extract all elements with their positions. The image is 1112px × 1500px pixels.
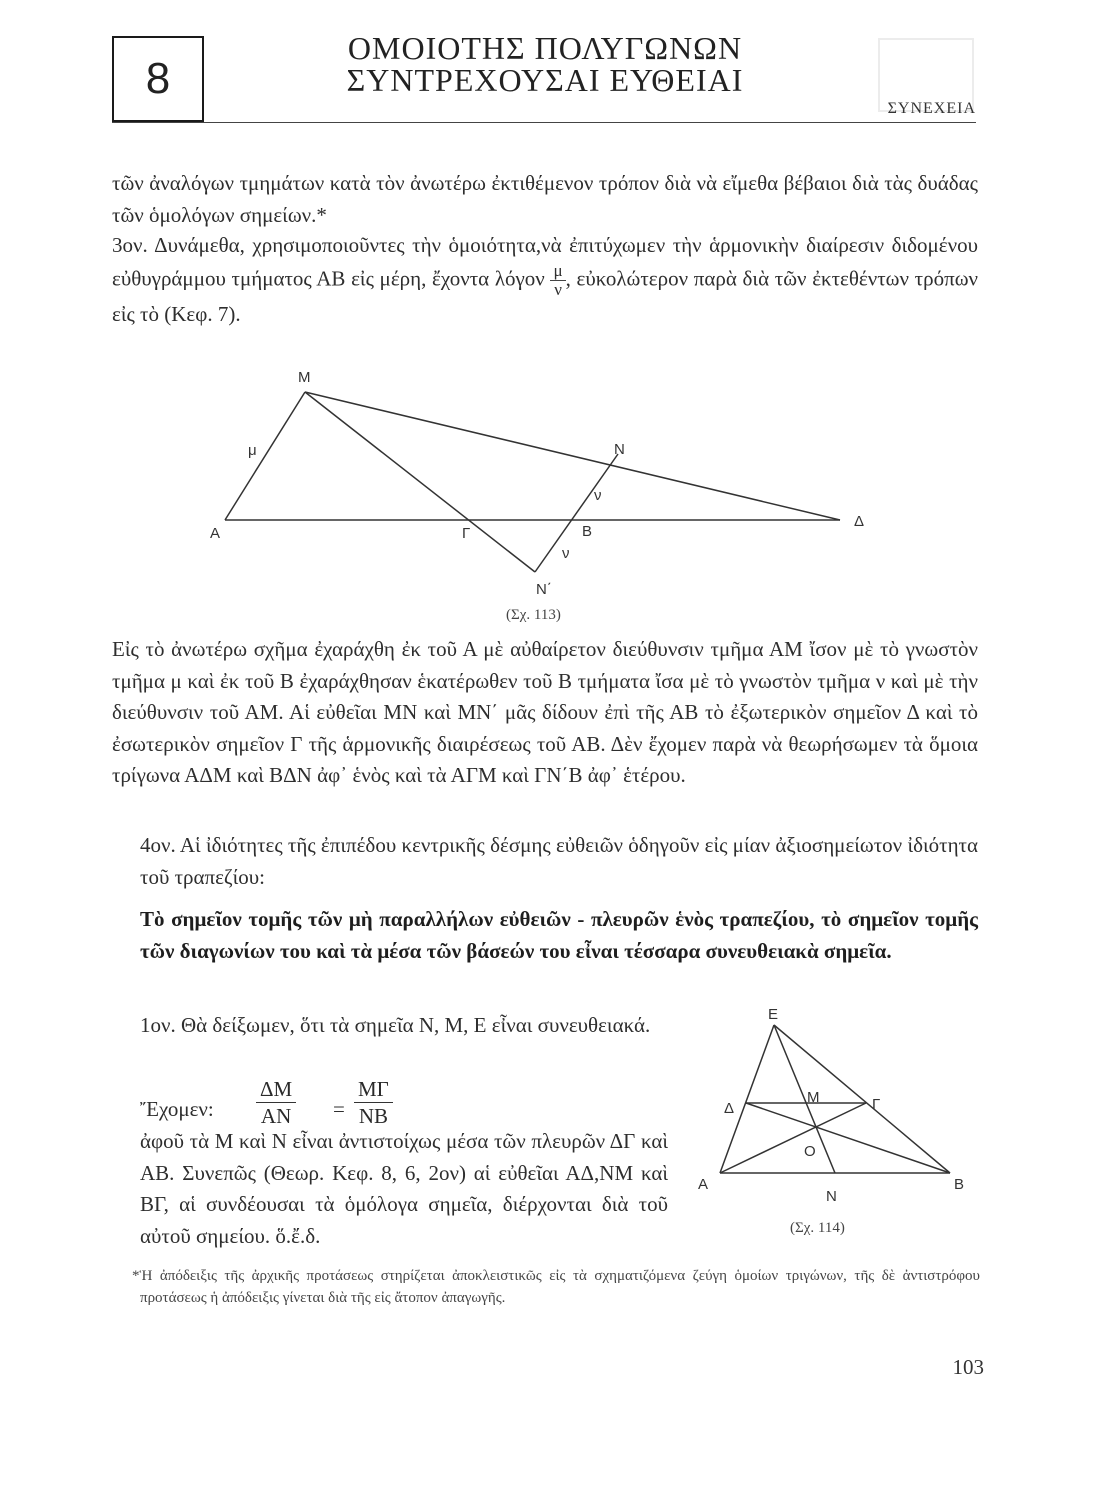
ratio-MG-NB xyxy=(354,1076,393,1129)
figure-114-caption: (Σχ. 114) xyxy=(790,1220,845,1236)
proof-first-point: 1ον. Θὰ δείξωμεν, ὅτι τὰ σημεῖα Ν, Μ, Ε εἶναι συνευθειακά. xyxy=(140,1013,651,1037)
chapter-number-box xyxy=(112,36,204,122)
fig114-label-A: A xyxy=(698,1176,709,1193)
fig113-label-Gamma: Γ xyxy=(462,525,471,542)
ratio-NB-denominator: ΝΒ xyxy=(358,1104,388,1128)
fig114-label-E: E xyxy=(768,1006,779,1023)
page-number: 103 xyxy=(952,1355,984,1379)
ratio-numerator: μ xyxy=(550,262,565,281)
header-rule xyxy=(112,122,976,123)
ratio-DM-numerator: ΔΜ xyxy=(256,1076,296,1103)
figure-113 xyxy=(190,360,890,605)
figure-113-explanation: Εἰς τὸ ἀνωτέρω σχῆμα ἐχαράχθη ἐκ τοῦ Α μὲ αὐθαίρετον διεύθυνσιν τμῆμα ΑΜ ἴσον μὲ τὸ γνωστὸν τμῆμα μ καὶ ἐκ τοῦ Β ἐχαράχθησαν ἑκατέρωθεν τοῦ Β τμήματα ἴσα μὲ τὸ γνωστὸν τμῆμα ν καὶ μὲ τὴν διεύθυνσιν τοῦ ΑΜ. Αἱ εὐθεῖαι ΜΝ καὶ ΜΝ΄ μᾶς δίδουν ἐπὶ τῆς ΑΒ τὸ ἐξωτερικὸν σημεῖον Δ καὶ τὸ ἐσωτερικὸν σημεῖον Γ τῆς ἁρμονικῆς διαιρέσεως τοῦ ΑΒ. Δὲν ἔχομεν παρὰ νὰ θεωρήσωμεν τὰ ὅμοια τρίγωνα ΑΔΜ καὶ ΒΔΝ ἀφ᾽ ἑνὸς καὶ τὰ ΑΓΜ καὶ ΓΝ΄Β ἀφ᾽ ἑτέρου. xyxy=(112,637,978,787)
chapter-title-line-2: ΣΥΝΤΡΕΧΟΥΣΑΙ ΕΥΘΕΙΑΙ xyxy=(346,62,744,98)
figure-114 xyxy=(690,1005,980,1215)
figure-113-caption: (Σχ. 113) xyxy=(506,607,561,623)
intro-paragraph: τῶν ἀναλόγων τμημάτων κατὰ τὸν ἀνωτέρω ἐκτιθέμενον τρόπον διὰ νὰ εἴμεθα βέβαιοι διὰ τὰς δυάδας τῶν ὁμολόγων σημείων.* xyxy=(112,171,978,227)
chapter-title-line-1: ΟΜΟΙΟΤΗΣ ΠΟΛΥΓΩΝΩΝ xyxy=(347,30,743,66)
third-point-paragraph xyxy=(112,230,978,330)
trapezoid-property-statement: Τὸ σημεῖον τομῆς τῶν μὴ παραλλήλων εὐθειῶν - πλευρῶν ἑνὸς τραπεζίου, τὸ σημεῖον τομῆς τῶν διαγωνίων του καὶ τὰ μέσα τῶν βάσεών του εἶναι τέσσαρα συνευθειακὰ σημεῖα. xyxy=(140,907,978,963)
ratio-fraction xyxy=(550,262,565,299)
proof-conclusion-paragraph: ἀφοῦ τὰ Μ καὶ Ν εἶναι ἀντιστοίχως μέσα τῶν πλευρῶν ΔΓ καὶ ΑΒ. Συνεπῶς (Θεωρ. Κεφ. 8, 6, 2ον) αἱ εὐθεῖαι ΑΔ,ΝΜ καὶ ΒΓ, αἱ συνδέουσαι τὰ ὁμόλογα σημεῖα, διέρχονται διὰ τοῦ αὐτοῦ σημείου. ὅ.ἔ.δ. xyxy=(140,1129,668,1248)
equals-sign: = xyxy=(333,1097,345,1121)
fig113-label-nu-lower: ν xyxy=(562,545,570,562)
chapter-number: 8 xyxy=(145,54,171,103)
fig114-label-Gamma: Γ xyxy=(872,1096,881,1113)
segment-N-N-prime xyxy=(535,454,618,572)
ratio-DM-AN xyxy=(256,1076,296,1129)
fig114-label-Delta: Δ xyxy=(724,1100,735,1117)
echomen-label: Ἔχομεν: xyxy=(140,1097,214,1121)
footnote: *Ἡ ἀπόδειξις τῆς ἀρχικῆς προτάσεως στηρίζεται ἀποκλειστικῶς εἰς τὰ σχηματιζόμενα ζεύγη ὁμοίων τριγώνων, τῆς δὲ ἀντιστρόφου προτάσεως ἡ ἀπόδειξις γίνεται διὰ τῆς εἰς ἄτοπον ἀπαγωγῆς. xyxy=(132,1268,980,1306)
ratio-AN-denominator: ΑΝ xyxy=(260,1104,292,1128)
segment-AM xyxy=(225,392,305,520)
segment-MD xyxy=(305,392,840,520)
fig113-label-B: B xyxy=(582,523,593,540)
diagonal-DB xyxy=(746,1103,950,1173)
fig113-label-Delta: Δ xyxy=(854,513,865,530)
fig113-label-A: A xyxy=(210,525,221,542)
fig113-label-nu-upper: ν xyxy=(594,487,602,504)
fig114-label-B: B xyxy=(954,1176,965,1193)
third-point-text-after: , εὐκολώτερον παρὰ διὰ τῶν ἐκτεθέντων τρόπων εἰς τὸ (Κεφ. 7). xyxy=(112,265,979,326)
fig113-label-mu: μ xyxy=(248,442,257,459)
ratio-MG-numerator: ΜΓ xyxy=(354,1076,393,1103)
ratio-denominator: ν xyxy=(554,279,562,299)
third-point-text-before: 3ον. Δυνάμεθα, χρησιμοποιοῦντες τὴν ὁμοιότητα,νὰ ἐπιτύχωμεν τὴν ἁρμονικὴν διαίρεσιν διδομένου εὐθυγράμμου τμήματος ΑΒ εἰς μέρη, ἔχοντα λόγον xyxy=(112,233,978,290)
fourth-point-paragraph: 4ον. Αἱ ἰδιότητες τῆς ἐπιπέδου κεντρικῆς δέσμης εὐθειῶν ὁδηγοῦν εἰς μίαν ἀξιοσημείωτον ἰδιότητα τοῦ τραπεζίου: xyxy=(140,833,978,889)
fig114-label-O: O xyxy=(804,1143,816,1160)
fig114-label-N: N xyxy=(826,1188,837,1205)
trapezoid-side-BE xyxy=(774,1025,950,1173)
fig113-label-M: M xyxy=(298,369,311,386)
fig113-label-N: N xyxy=(614,441,625,458)
fig114-label-M: M xyxy=(807,1089,820,1106)
continued-label: ΣΥΝΕΧΕΙΑ xyxy=(887,100,976,117)
fig113-label-N-prime: N΄ xyxy=(536,581,552,598)
